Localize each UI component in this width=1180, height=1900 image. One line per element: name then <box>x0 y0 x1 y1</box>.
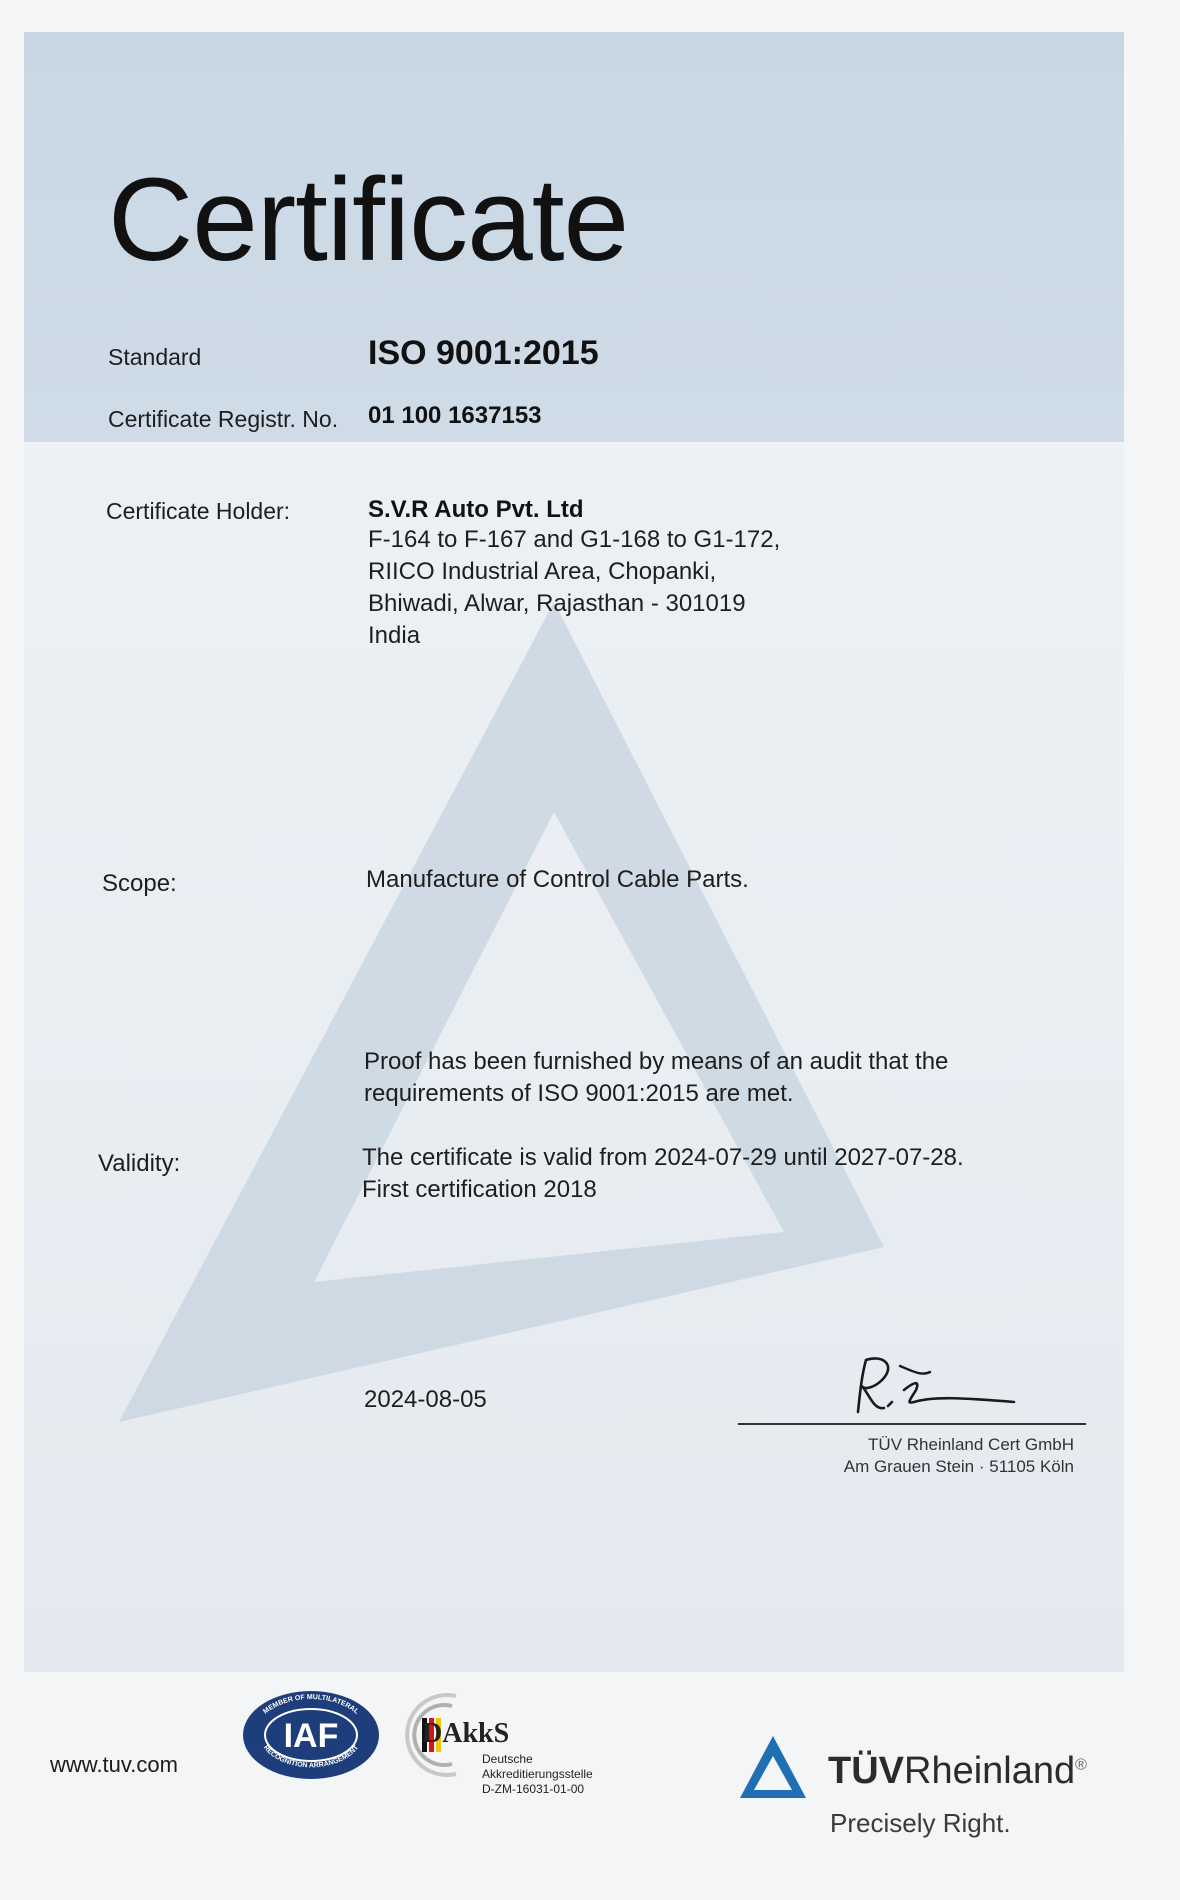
dakks-line-1: Deutsche <box>482 1752 533 1766</box>
standard-value: ISO 9001:2015 <box>368 334 599 372</box>
issuer-block <box>844 1434 1074 1478</box>
tuv-brand <box>828 1750 1087 1793</box>
dakks-name: DAkkS <box>422 1718 510 1749</box>
registration-label: Certificate Registr. No. <box>108 406 339 432</box>
tuv-brand-regular: Rheinland <box>904 1750 1076 1792</box>
holder-address-line-1: F-164 to F-167 and G1-168 to G1-172, <box>368 526 781 553</box>
registration-value: 01 100 1637153 <box>368 402 542 429</box>
issuer-address: Am Grauen Stein · 51105 Köln <box>843 1457 1074 1476</box>
iaf-logo <box>240 1688 382 1782</box>
iaf-ring-text-bottom: RECOGNITION ARRANGEMENT <box>261 1744 361 1770</box>
holder-address-line-4: India <box>368 622 421 649</box>
scope-value: Manufacture of Control Cable Parts. <box>366 866 749 893</box>
validity-label: Validity: <box>98 1150 181 1177</box>
validity-line-1: The certificate is valid from 2024-07-29 until 2027-07-28. <box>362 1144 964 1171</box>
standard-label: Standard <box>108 344 202 370</box>
proof-line-2: requirements of ISO 9001:2015 are met. <box>364 1080 794 1107</box>
dakks-line-3: D-ZM-16031-01-00 <box>482 1782 585 1796</box>
tuv-brand-bold: TÜV <box>828 1750 904 1792</box>
certificate-title: Certificate <box>108 154 629 286</box>
dakks-text-block <box>482 1752 593 1797</box>
proof-line-1: Proof has been furnished by means of an audit that the <box>364 1048 949 1075</box>
scope-label: Scope: <box>102 870 177 897</box>
validity-line-2: First certification 2018 <box>362 1176 597 1203</box>
tuv-triangle-logo-icon <box>736 1732 810 1804</box>
tuv-tagline: Precisely Right. <box>830 1808 1011 1838</box>
signature-line <box>738 1423 1086 1425</box>
certificate-sheet <box>24 32 1124 1672</box>
handwritten-signature <box>844 1352 1024 1424</box>
iaf-ring-text-top: MEMBER OF MULTILATERAL <box>262 1693 360 1716</box>
website-link[interactable]: www.tuv.com <box>50 1752 178 1777</box>
holder-address-line-3: Bhiwadi, Alwar, Rajasthan - 301019 <box>368 590 746 617</box>
dakks-line-2: Akkreditierungsstelle <box>482 1767 593 1781</box>
holder-address-line-2: RIICO Industrial Area, Chopanki, <box>368 558 717 585</box>
holder-name: S.V.R Auto Pvt. Ltd <box>368 496 584 523</box>
issue-date: 2024-08-05 <box>364 1386 487 1413</box>
issuer-name: TÜV Rheinland Cert GmbH <box>868 1435 1074 1454</box>
tuv-reg-mark: ® <box>1075 1756 1087 1774</box>
holder-label: Certificate Holder: <box>106 498 291 524</box>
iaf-text: IAF <box>283 1717 339 1755</box>
